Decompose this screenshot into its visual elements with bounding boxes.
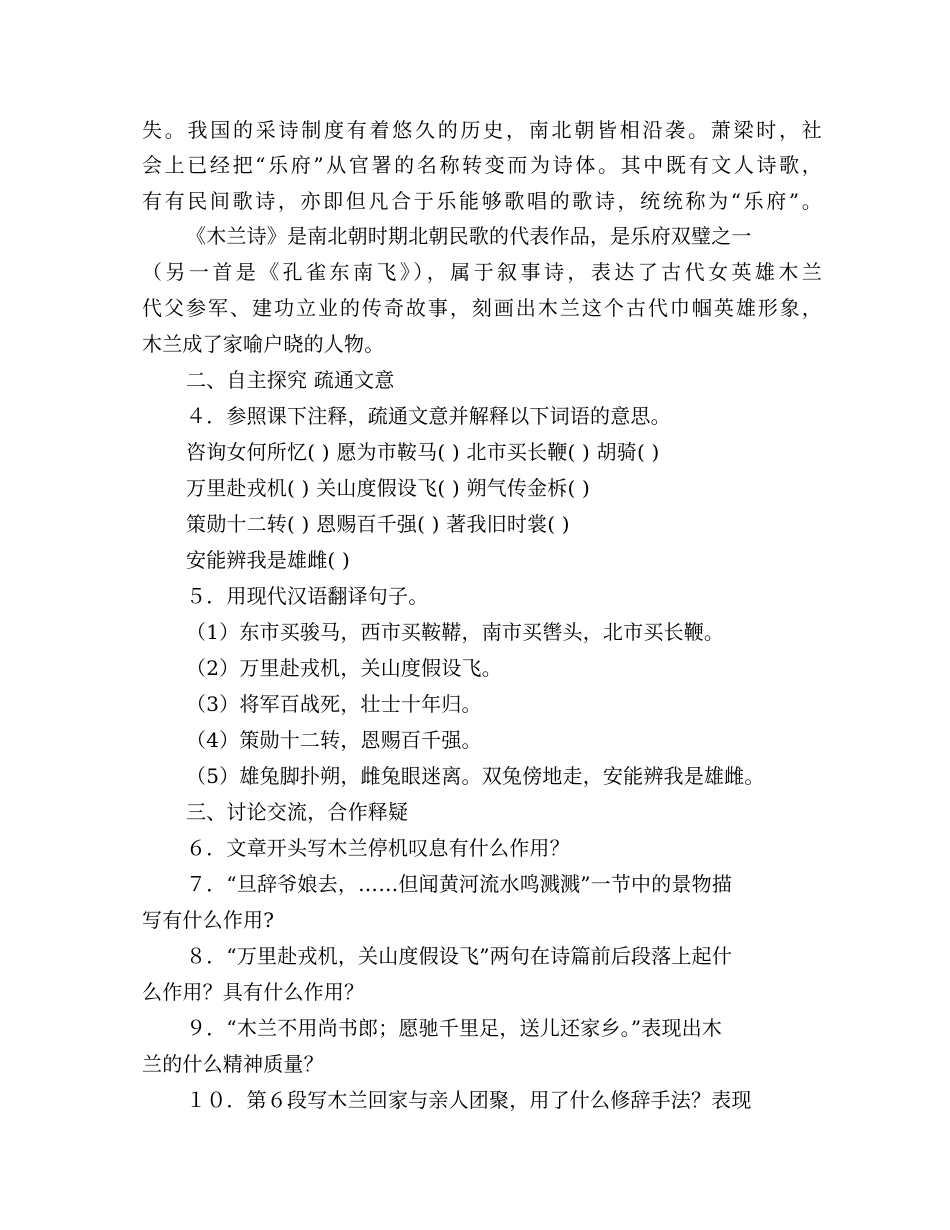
translation-item: （4）策勋十二转，恩赐百千强。: [186, 728, 482, 752]
paragraph-line: 失。我国的采诗制度有着悠久的历史，南北朝皆相沿袭。萧梁时，社: [142, 118, 822, 142]
translation-item: （3）将军百战死，壮士十年归。: [186, 692, 482, 716]
question-4: ４．参照课下注释，疏通文意并解释以下词语的意思。: [186, 404, 671, 428]
vocab-line: 策勋十二转( ) 恩赐百千强( ) 著我旧时裳( ): [186, 512, 570, 536]
question-8-cont: 么作用？具有什么作用？: [142, 980, 365, 1004]
translation-item: （5）雄兔脚扑朔，雌兔眼迷离。双兔傍地走，安能辨我是雄雌。: [186, 764, 765, 788]
translation-item: （2）万里赴戎机，关山度假设飞。: [186, 656, 502, 680]
question-6: ６．文章开头写木兰停机叹息有什么作用？: [186, 836, 570, 860]
paragraph-line: 《木兰诗》是南北朝时期北朝民歌的代表作品，是乐府双璧之一: [186, 224, 752, 248]
question-7: ７．“旦辞爷娘去，……但闻黄河流水鸣溅溅”一节中的景物描: [186, 872, 733, 896]
paragraph-line: 木兰成了家喻户晓的人物。: [142, 332, 385, 356]
vocab-line: 万里赴戎机( ) 关山度假设飞( ) 朔气传金柝( ): [186, 476, 591, 500]
vocab-line: 咨询女何所忆( ) 愿为市鞍马( ) 北市买长鞭( ) 胡骑( ): [186, 440, 660, 464]
paragraph-line: （另一首是《孔雀东南飞》），属于叙事诗，表达了古代女英雄木兰: [142, 260, 822, 284]
translation-item: （1）东市买骏马，西市买鞍鞯，南市买辔头，北市买长鞭。: [186, 620, 725, 644]
question-9: ９．“木兰不用尚书郎；愿驰千里足，送儿还家乡。”表现出木: [186, 1016, 723, 1040]
question-10: １０．第６段写木兰回家与亲人团聚，用了什么修辞手法？表现: [186, 1088, 752, 1112]
paragraph-line: 代父参军、建功立业的传奇故事，刻画出木兰这个古代巾帼英雄形象，: [142, 296, 822, 320]
section-heading: 三、讨论交流，合作释疑: [186, 800, 409, 824]
question-9-cont: 兰的什么精神质量？: [142, 1052, 324, 1076]
vocab-line: 安能辨我是雄雌( ): [186, 548, 350, 572]
paragraph-line: 会上已经把“乐府”从官署的名称转变而为诗体。其中既有文人诗歌，: [142, 153, 822, 177]
section-heading: 二、自主探究 疏通文意: [186, 368, 395, 392]
paragraph-line: 有有民间歌诗，亦即但凡合于乐能够歌唱的歌诗，统统称为“乐府”。: [142, 189, 822, 213]
question-7-cont: 写有什么作用?: [142, 908, 275, 932]
question-5: ５．用现代汉语翻译句子。: [186, 584, 429, 608]
question-8: ８．“万里赴戎机，关山度假设飞”两句在诗篇前后段落上起什: [186, 944, 733, 968]
